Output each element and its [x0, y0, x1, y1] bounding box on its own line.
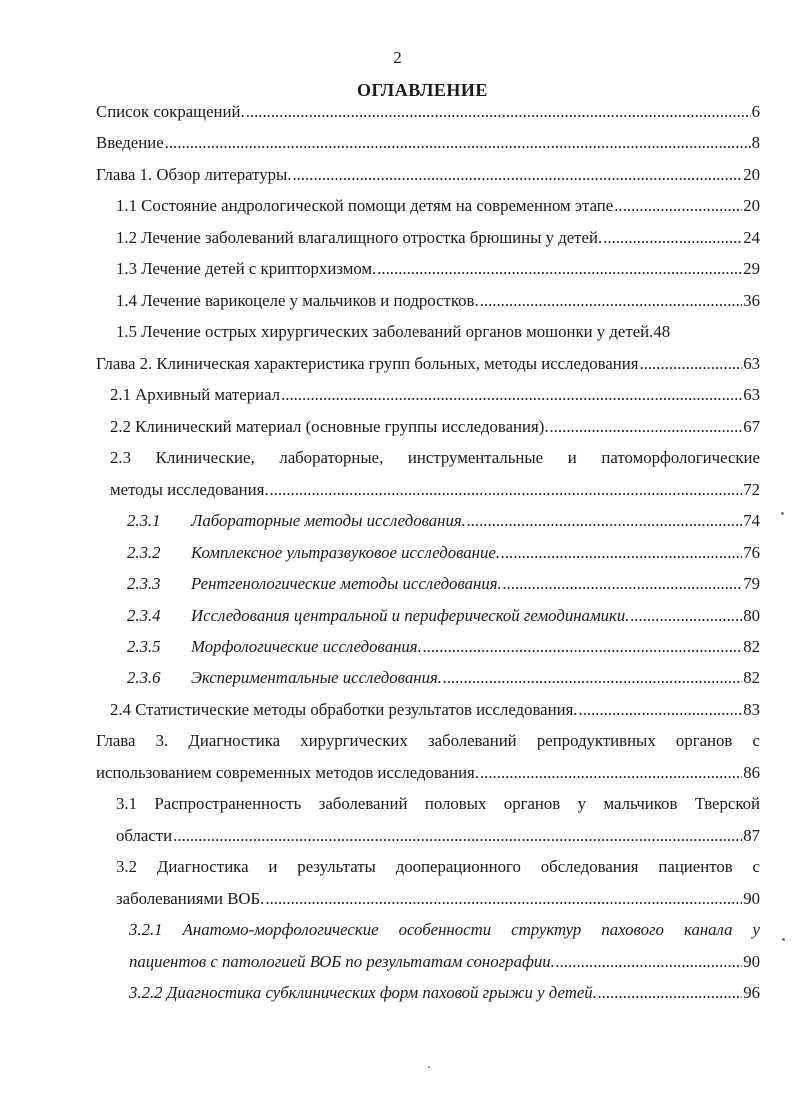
toc-entry-page: 8 [751, 133, 760, 152]
dot-leader [265, 887, 742, 911]
dot-leader [165, 131, 751, 155]
dot-leader [281, 383, 742, 407]
toc-entry [110, 698, 760, 722]
toc-entry-page: 20 [743, 165, 760, 184]
toc-entry [96, 761, 760, 785]
toc-entry-text: 3.2.2 Диагностика субклинических форм паховой грыжи у детей. [129, 983, 597, 1002]
toc-entry-number: 2.3.2 [127, 543, 161, 562]
dot-leader [501, 541, 742, 565]
toc-entry [116, 194, 760, 218]
toc-entry [96, 131, 760, 155]
toc-entry-page: 90 [743, 889, 760, 908]
toc-entry-text: методы исследования. [110, 480, 269, 499]
toc-entry-page: 82 [743, 668, 760, 687]
dot-leader [603, 226, 742, 250]
toc-entry [116, 887, 760, 911]
toc-entry-number: 2.3.1 [127, 511, 161, 530]
toc-entry-text: Введение [96, 133, 164, 152]
dot-leader [377, 257, 742, 281]
toc-entry-text: использованием современных методов исследования. [96, 763, 479, 782]
toc-entry-text: пациентов с патологией ВОБ по результатам сонографии. [129, 952, 555, 971]
toc-entry-page: 87 [743, 826, 760, 845]
toc-entry [127, 572, 760, 596]
page-number: 2 [393, 48, 402, 67]
toc-entry-page: 79 [743, 574, 760, 593]
toc-entry-text: Морфологические исследования. [191, 637, 422, 656]
toc-entry-text: Глава 1. Обзор литературы. [96, 165, 292, 184]
toc-entry [129, 981, 760, 1005]
toc-entry-line1: 2.3 Клинические, лабораторные, инструментальные и патоморфологические [110, 448, 760, 467]
toc-entry-text: заболеваниями ВОБ. [116, 889, 265, 908]
dot-leader [246, 100, 751, 124]
toc-entry-page: 72 [743, 480, 760, 499]
toc-entry [129, 950, 760, 974]
toc-entry [116, 320, 760, 344]
toc-entry-text: 2.2 Клинический материал (основные группы исследования). [110, 417, 549, 436]
dot-leader [579, 698, 743, 722]
toc-entry-text: Рентгенологические методы исследования. [191, 574, 502, 593]
dot-leader [173, 824, 742, 848]
dot-leader [480, 289, 743, 313]
scan-speck [781, 512, 784, 515]
toc-entry-text: области [116, 826, 173, 845]
toc-entry-page: 74 [743, 511, 760, 530]
toc-entry [127, 635, 760, 659]
toc-entry-page: 76 [743, 543, 760, 562]
dot-leader [443, 666, 742, 690]
dot-leader [556, 950, 742, 974]
toc-entry-page: 36 [743, 291, 760, 310]
dot-leader [550, 415, 743, 439]
toc-entry [116, 257, 760, 281]
toc-entry-page: 63 [743, 354, 760, 373]
scan-speck [782, 938, 785, 941]
toc-entry [116, 226, 760, 250]
toc-entry-text: Исследования центральной и периферической гемодинамики. [191, 606, 630, 625]
dot-leader [503, 572, 742, 596]
toc-entry-text: 1.2 Лечение заболеваний влагалищного отростка брюшины у детей. [116, 228, 603, 247]
toc-entry-text: Лабораторные методы исследования. [191, 511, 466, 530]
toc-entry [110, 415, 760, 439]
dot-leader [467, 509, 742, 533]
toc-entry-text: Список сокращений. [96, 102, 245, 121]
toc-entry-line1: 3.2.1 Анатомо-морфологические особенности структур пахового канала у [129, 920, 760, 939]
toc-entry-text: 1.1 Состояние андрологической помощи детям на современном этапе [116, 196, 614, 215]
toc-entry [116, 824, 760, 848]
toc-entry-page: 90 [743, 952, 760, 971]
toc-entry-line1: 3.2 Диагностика и результаты дооперационного обследования пациентов с [116, 857, 760, 876]
toc-entry-page: 83 [743, 700, 760, 719]
toc-entry [96, 352, 760, 376]
toc-entry-page: 48 [653, 322, 671, 341]
scan-speck [428, 1066, 430, 1068]
toc-entry [96, 100, 760, 124]
toc-entry-text: Экспериментальные исследования. [191, 668, 442, 687]
toc-entry-page: 82 [743, 637, 760, 656]
toc-entry-number: 2.3.6 [127, 668, 161, 687]
toc-entry [127, 509, 760, 533]
toc-entry [110, 383, 760, 407]
toc-entry-page: 96 [743, 983, 760, 1002]
toc-entry-line1: 3.1 Распространенность заболеваний половых органов у мальчиков Тверской [116, 794, 760, 813]
dot-leader [270, 478, 743, 502]
toc-entry-line1: Глава 3. Диагностика хирургических заболеваний репродуктивных органов с [96, 731, 760, 750]
toc-entry-number: 2.3.4 [127, 606, 161, 625]
toc-entry-text: 2.1 Архивный материал [110, 385, 281, 404]
toc-entry-page: 63 [743, 385, 760, 404]
toc-entry-page: 6 [751, 102, 760, 121]
toc-entry-text: 2.4 Статистические методы обработки результатов исследования. [110, 700, 578, 719]
toc-entry [96, 163, 760, 187]
toc-entry-text: 1.4 Лечение варикоцеле у мальчиков и подростков. [116, 291, 479, 310]
toc-entry-page: 80 [743, 606, 760, 625]
toc-entry [127, 604, 760, 628]
toc-entry-page: 86 [743, 763, 760, 782]
toc-entry-text: Глава 2. Клиническая характеристика групп больных, методы исследования [96, 354, 639, 373]
toc-entry [116, 289, 760, 313]
dot-leader [480, 761, 742, 785]
toc-entry-page: 29 [743, 259, 760, 278]
toc-entry [127, 666, 760, 690]
toc-entry-page: 20 [743, 196, 760, 215]
toc-title: ОГЛАВЛЕНИЕ [357, 80, 488, 100]
toc-entry-text: 1.5 Лечение острых хирургических заболеваний органов мошонки у детей. [116, 322, 654, 341]
toc-entry-number: 2.3.3 [127, 574, 161, 593]
dot-leader [292, 163, 742, 187]
dot-leader [614, 194, 742, 218]
dot-leader [639, 352, 742, 376]
dot-leader [423, 635, 742, 659]
toc-entry [110, 478, 760, 502]
toc-entry-page: 67 [743, 417, 760, 436]
dot-leader [630, 604, 742, 628]
toc-entry-text: Комплексное ультразвуковое исследование. [191, 543, 501, 562]
toc-entry-text: 1.3 Лечение детей с крипторхизмом. [116, 259, 377, 278]
toc-entry-number: 2.3.5 [127, 637, 161, 656]
toc-entry [127, 541, 760, 565]
dot-leader [598, 981, 742, 1005]
toc-entry-page: 24 [743, 228, 760, 247]
